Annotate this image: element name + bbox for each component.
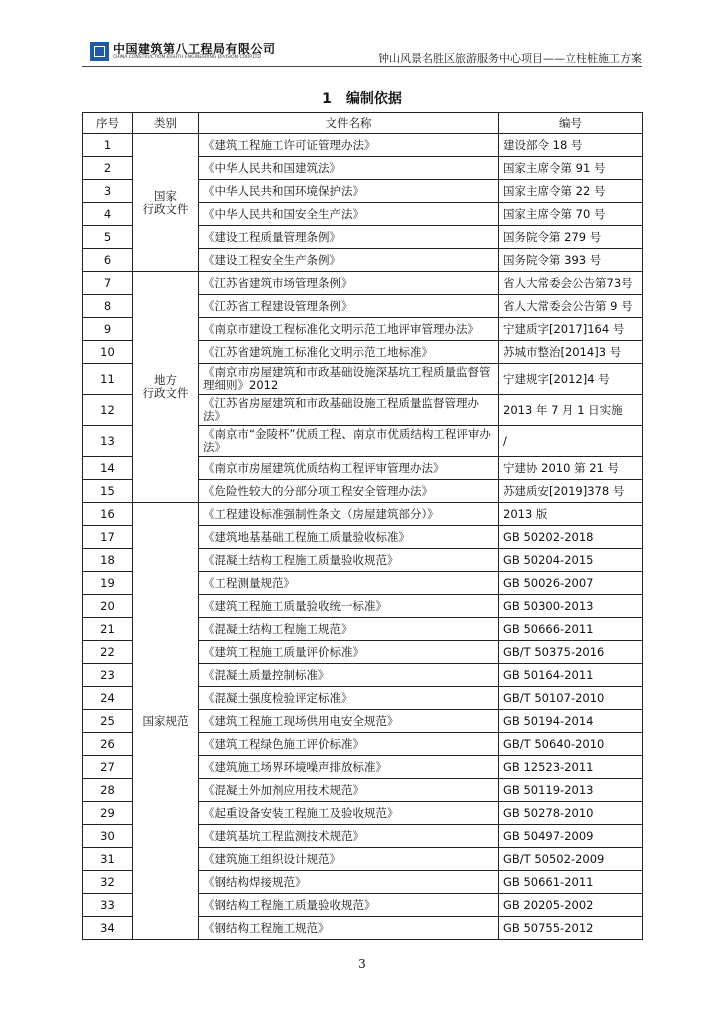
section-title: 编制依据 xyxy=(345,91,402,107)
document-code: 国家主席令第 22 号 xyxy=(499,180,643,203)
row-number: 34 xyxy=(83,917,133,940)
row-number: 33 xyxy=(83,894,133,917)
section-heading xyxy=(0,88,724,108)
document-code: 苏建质安[2019]378 号 xyxy=(499,480,643,503)
document-name: 《混凝土外加剂应用技术规范》 xyxy=(199,779,499,802)
document-name: 《南京市建设工程标准化文明示范工地评审管理办法》 xyxy=(199,318,499,341)
document-code: / xyxy=(499,426,643,457)
document-name: 《钢结构焊接规范》 xyxy=(199,871,499,894)
company-name: 中国建筑第八工程局有限公司 xyxy=(113,42,276,56)
row-number: 9 xyxy=(83,318,133,341)
category-cell: 国家规范 xyxy=(133,503,199,940)
document-code: 国务院令第 279 号 xyxy=(499,226,643,249)
table-body xyxy=(83,134,643,940)
row-number: 20 xyxy=(83,595,133,618)
row-number: 17 xyxy=(83,526,133,549)
section-number: 1 xyxy=(322,91,332,107)
row-number: 14 xyxy=(83,457,133,480)
document-code: GB 50202-2018 xyxy=(499,526,643,549)
document-name: 《钢结构工程施工质量验收规范》 xyxy=(199,894,499,917)
document-name: 《建筑工程施工质量验收统一标准》 xyxy=(199,595,499,618)
document-code: 建设部令 18 号 xyxy=(499,134,643,157)
row-number: 6 xyxy=(83,249,133,272)
document-code: GB/T 50640-2010 xyxy=(499,733,643,756)
row-number: 13 xyxy=(83,426,133,457)
document-name: 《危险性较大的分部分项工程安全管理办法》 xyxy=(199,480,499,503)
document-name: 《建筑工程施工现场供用电安全规范》 xyxy=(199,710,499,733)
document-code: 2013 版 xyxy=(499,503,643,526)
document-code: 省人大常委会公告第 9 号 xyxy=(499,295,643,318)
row-number: 23 xyxy=(83,664,133,687)
row-number: 3 xyxy=(83,180,133,203)
row-number: 15 xyxy=(83,480,133,503)
document-code: GB 50164-2011 xyxy=(499,664,643,687)
table-header-row xyxy=(83,113,643,134)
document-name: 《混凝土质量控制标准》 xyxy=(199,664,499,687)
document-name: 《建设工程安全生产条例》 xyxy=(199,249,499,272)
document-code: GB 50300-2013 xyxy=(499,595,643,618)
document-name: 《建筑基坑工程监测技术规范》 xyxy=(199,825,499,848)
row-number: 12 xyxy=(83,395,133,426)
document-code: 国家主席令第 91 号 xyxy=(499,157,643,180)
document-code: GB 50497-2009 xyxy=(499,825,643,848)
row-number: 28 xyxy=(83,779,133,802)
document-name: 《工程建设标准强制性条文（房屋建筑部分）》 xyxy=(199,503,499,526)
document-code: GB/T 50502-2009 xyxy=(499,848,643,871)
document-name: 《建筑工程施工许可证管理办法》 xyxy=(199,134,499,157)
row-number: 1 xyxy=(83,134,133,157)
document-name: 《江苏省工程建设管理条例》 xyxy=(199,295,499,318)
document-name: 《建筑地基基础工程施工质量验收标准》 xyxy=(199,526,499,549)
document-name: 《南京市房屋建筑和市政基础设施深基坑工程质量监督管理细则》2012 xyxy=(199,364,499,395)
document-name: 《南京市“金陵杯”优质工程、南京市优质结构工程评审办法》 xyxy=(199,426,499,457)
column-header-name: 文件名称 xyxy=(199,113,499,134)
row-number: 31 xyxy=(83,848,133,871)
document-name: 《起重设备安装工程施工及验收规范》 xyxy=(199,802,499,825)
company-logo-icon xyxy=(90,42,109,61)
row-number: 24 xyxy=(83,687,133,710)
document-code: GB 20205-2002 xyxy=(499,894,643,917)
category-cell: 地方 行政文件 xyxy=(133,272,199,503)
document-code: GB/T 50375-2016 xyxy=(499,641,643,664)
document-code: GB 50278-2010 xyxy=(499,802,643,825)
basis-table xyxy=(82,112,643,940)
row-number: 27 xyxy=(83,756,133,779)
document-code: 宁建协 2010 第 21 号 xyxy=(499,457,643,480)
column-header-code: 编号 xyxy=(499,113,643,134)
row-number: 30 xyxy=(83,825,133,848)
row-number: 26 xyxy=(83,733,133,756)
row-number: 10 xyxy=(83,341,133,364)
document-name: 《混凝土强度检验评定标准》 xyxy=(199,687,499,710)
document-name: 《建筑施工场界环境噪声排放标准》 xyxy=(199,756,499,779)
document-name: 《混凝土结构工程施工质量验收规范》 xyxy=(199,549,499,572)
document-name: 《南京市房屋建筑优质结构工程评审管理办法》 xyxy=(199,457,499,480)
document-code: GB 50026-2007 xyxy=(499,572,643,595)
column-header-no: 序号 xyxy=(83,113,133,134)
row-number: 16 xyxy=(83,503,133,526)
document-code: 国务院令第 393 号 xyxy=(499,249,643,272)
row-number: 21 xyxy=(83,618,133,641)
row-number: 25 xyxy=(83,710,133,733)
document-name: 《钢结构工程施工规范》 xyxy=(199,917,499,940)
row-number: 32 xyxy=(83,871,133,894)
row-number: 19 xyxy=(83,572,133,595)
document-name: 《江苏省建筑市场管理条例》 xyxy=(199,272,499,295)
row-number: 22 xyxy=(83,641,133,664)
document-code: 苏城市整治[2014]3 号 xyxy=(499,341,643,364)
document-name: 《江苏省房屋建筑和市政基础设施工程质量监督管理办法》 xyxy=(199,395,499,426)
document-name: 《中华人民共和国安全生产法》 xyxy=(199,203,499,226)
document-code: GB 50755-2012 xyxy=(499,917,643,940)
document-name: 《中华人民共和国建筑法》 xyxy=(199,157,499,180)
document-name: 《建筑施工组织设计规范》 xyxy=(199,848,499,871)
row-number: 2 xyxy=(83,157,133,180)
document-code: GB 50666-2011 xyxy=(499,618,643,641)
document-name: 《建筑工程绿色施工评价标准》 xyxy=(199,733,499,756)
document-code: 2013 年 7 月 1 日实施 xyxy=(499,395,643,426)
document-code: 省人大常委会公告第73号 xyxy=(499,272,643,295)
document-name: 《建筑工程施工质量评价标准》 xyxy=(199,641,499,664)
document-code: GB 50661-2011 xyxy=(499,871,643,894)
company-name-english: CHINA CONSTRUCTION EIGHTH ENGINEERING DIVISION CORP.LTD xyxy=(113,55,261,60)
document-code: 国家主席令第 70 号 xyxy=(499,203,643,226)
document-name: 《中华人民共和国环境保护法》 xyxy=(199,180,499,203)
row-number: 5 xyxy=(83,226,133,249)
table-row xyxy=(83,134,643,157)
document-code: 宁建规字[2012]4 号 xyxy=(499,364,643,395)
document-code: 宁建质字[2017]164 号 xyxy=(499,318,643,341)
row-number: 4 xyxy=(83,203,133,226)
document-name: 《建设工程质量管理条例》 xyxy=(199,226,499,249)
row-number: 7 xyxy=(83,272,133,295)
document-code: GB/T 50107-2010 xyxy=(499,687,643,710)
document-code: GB 12523-2011 xyxy=(499,756,643,779)
row-number: 18 xyxy=(83,549,133,572)
document-code: GB 50194-2014 xyxy=(499,710,643,733)
column-header-category: 类别 xyxy=(133,113,199,134)
row-number: 29 xyxy=(83,802,133,825)
row-number: 11 xyxy=(83,364,133,395)
document-name: 《江苏省建筑施工标准化文明示范工地标准》 xyxy=(199,341,499,364)
page-number: 3 xyxy=(358,957,366,971)
table-row xyxy=(83,503,643,526)
category-cell: 国家 行政文件 xyxy=(133,134,199,272)
document-code: GB 50119-2013 xyxy=(499,779,643,802)
page-header xyxy=(82,40,642,67)
document-code: GB 50204-2015 xyxy=(499,549,643,572)
project-title: 钟山风景名胜区旅游服务中心项目——立柱桩施工方案 xyxy=(378,52,642,65)
document-name: 《混凝土结构工程施工规范》 xyxy=(199,618,499,641)
table-row xyxy=(83,272,643,295)
row-number: 8 xyxy=(83,295,133,318)
document-name: 《工程测量规范》 xyxy=(199,572,499,595)
